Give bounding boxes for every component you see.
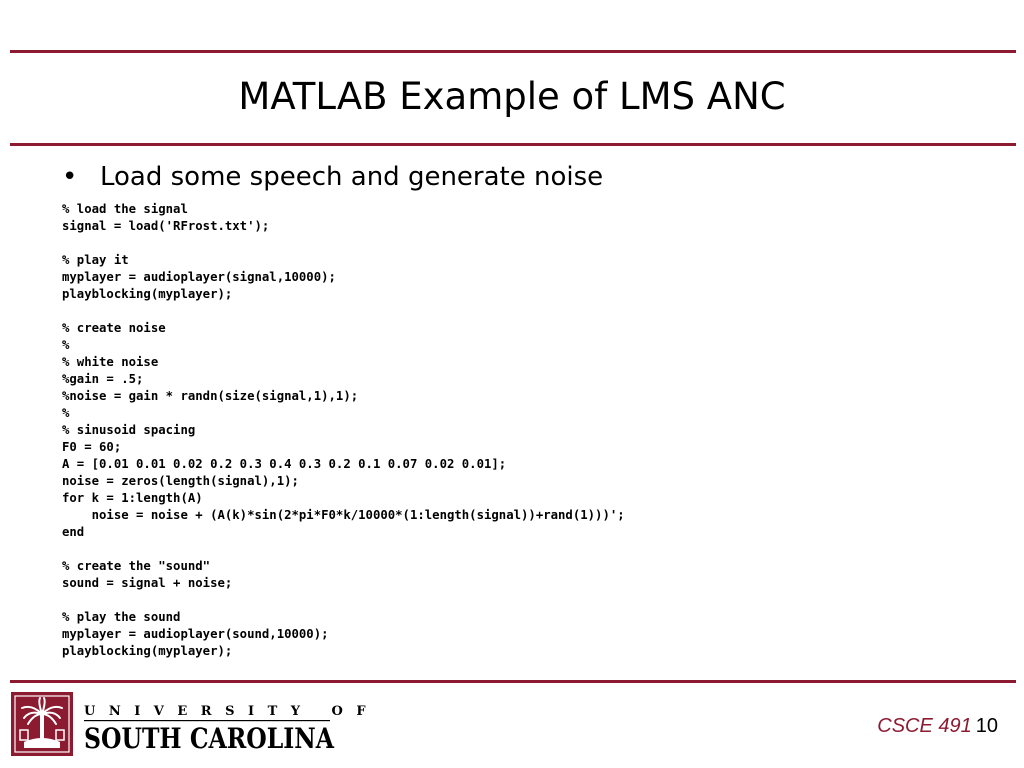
code-line: playblocking(myplayer); <box>62 287 233 301</box>
code-line <box>62 235 625 252</box>
palmetto-seal <box>11 692 73 756</box>
code-line <box>62 592 625 609</box>
code-line: F0 = 60; <box>62 440 122 454</box>
code-line: noise = zeros(length(signal),1); <box>62 474 299 488</box>
logo-wordmark-bottom: SOUTH CAROLINA <box>84 722 336 755</box>
code-line: % white noise <box>62 355 159 369</box>
code-line: %noise = gain * randn(size(signal,1),1); <box>62 389 359 403</box>
code-line: sound = signal + noise; <box>62 576 233 590</box>
logo-wordmark-top: UNIVERSITY OF <box>84 704 380 719</box>
code-line: %gain = .5; <box>62 372 144 386</box>
code-line: myplayer = audioplayer(sound,10000); <box>62 627 329 641</box>
bullet-text: Load some speech and generate noise <box>100 162 604 192</box>
code-line: % load the signal <box>62 202 188 216</box>
bullet-item <box>62 160 603 194</box>
code-line: end <box>62 525 85 539</box>
slide-title: MATLAB Example of LMS ANC <box>238 75 786 118</box>
course-label: CSCE 491 <box>877 715 972 737</box>
page-number: 10 <box>975 715 998 737</box>
code-line: % play the sound <box>62 610 181 624</box>
code-line: for k = 1:length(A) <box>62 491 203 505</box>
code-line: A = [0.01 0.01 0.02 0.2 0.3 0.4 0.3 0.2 0.1 0.07 0.02 0.01]; <box>62 457 507 471</box>
code-line: noise = noise + (A(k)*sin(2*pi*F0*k/10000*(1:length(signal))+rand(1)))'; <box>62 508 625 522</box>
code-line <box>62 541 625 558</box>
code-line: % <box>62 406 70 420</box>
code-line: % create the "sound" <box>62 559 211 573</box>
code-line <box>62 303 625 320</box>
university-logo <box>10 690 380 758</box>
code-block <box>62 201 625 660</box>
code-line: playblocking(myplayer); <box>62 644 233 658</box>
code-line: % create noise <box>62 321 166 335</box>
title-divider <box>10 143 1016 146</box>
slide-footer <box>877 713 998 739</box>
code-line: % sinusoid spacing <box>62 423 196 437</box>
code-line: signal = load('RFrost.txt'); <box>62 219 270 233</box>
footer-divider <box>10 680 1016 683</box>
code-line: myplayer = audioplayer(signal,10000); <box>62 270 336 284</box>
bullet-marker: • <box>62 162 78 192</box>
code-line: % play it <box>62 253 129 267</box>
top-divider <box>10 50 1016 53</box>
code-line: % <box>62 338 70 352</box>
